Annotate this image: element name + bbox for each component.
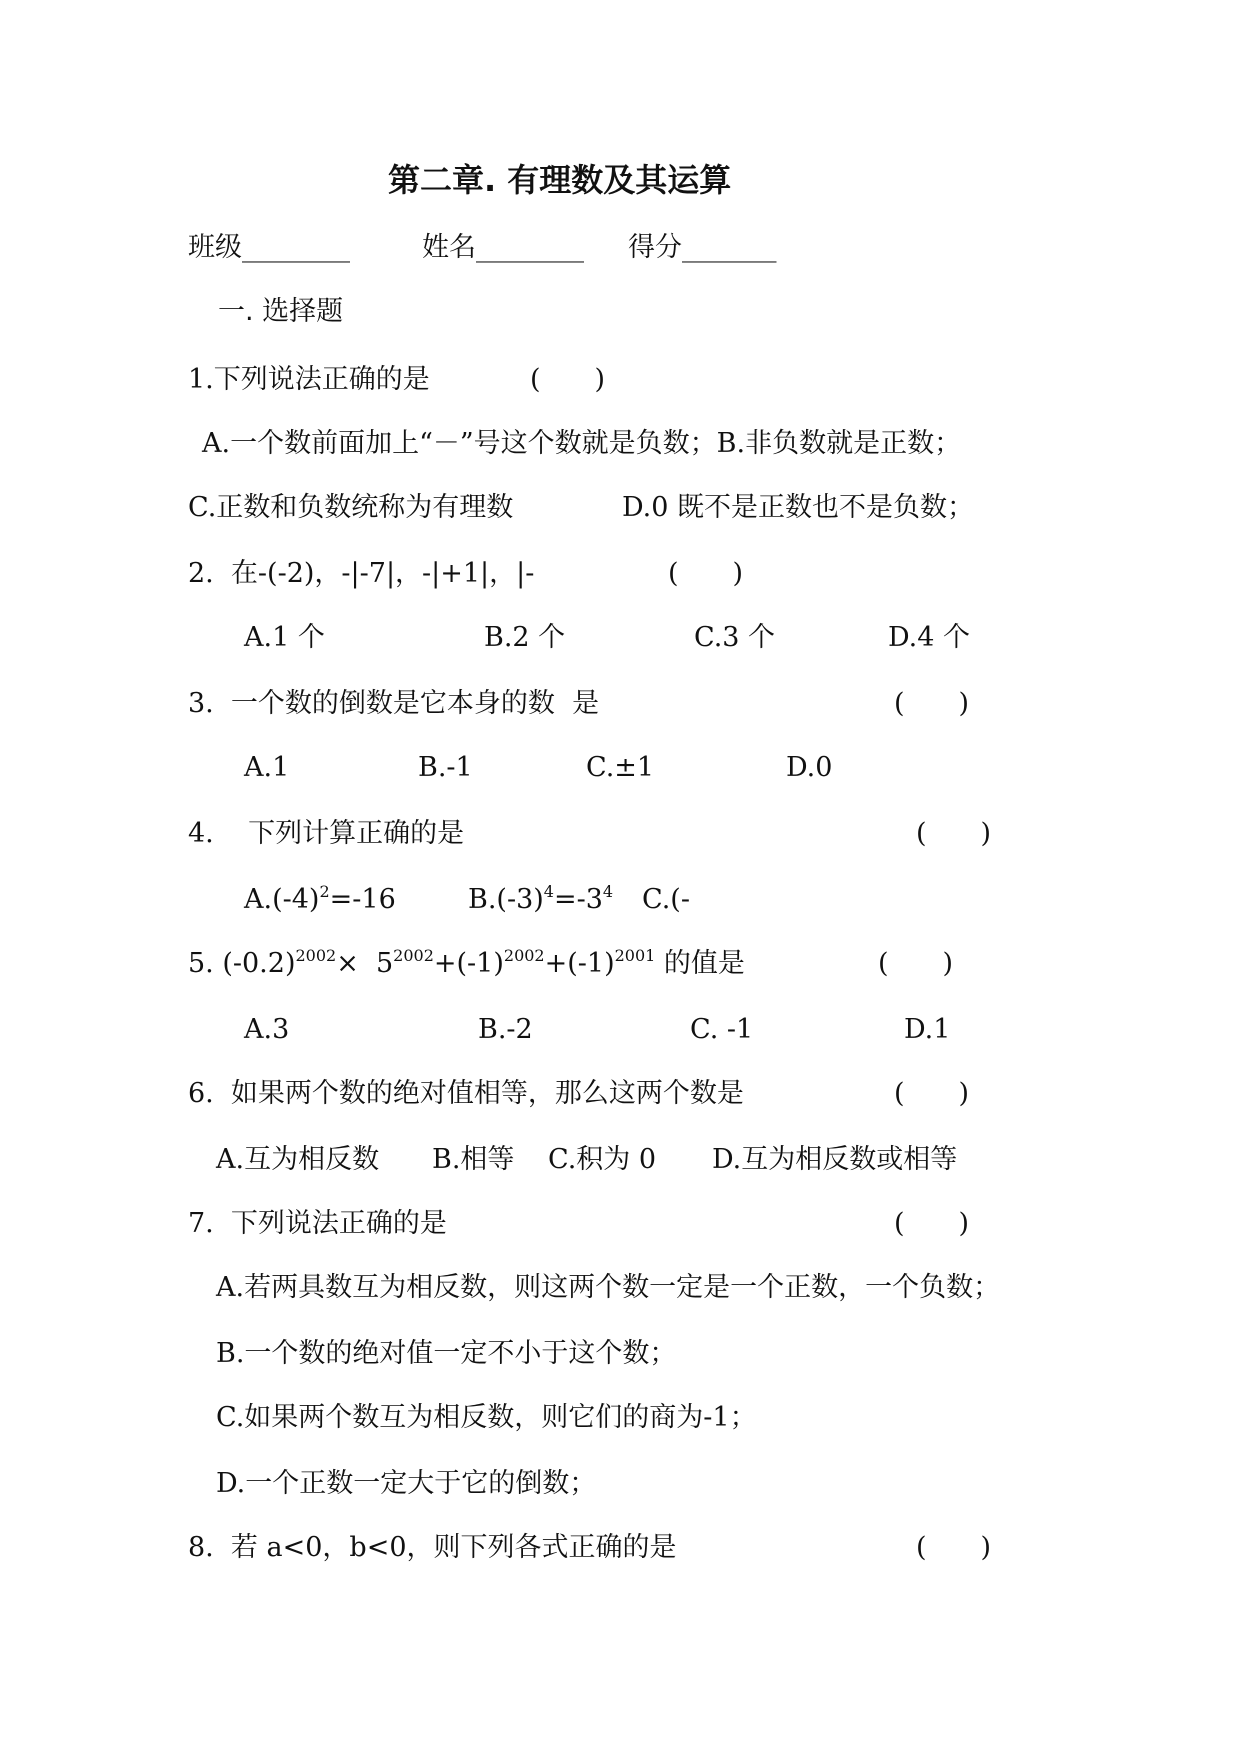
q1-option-c: C.正数和负数统称为有理数 [188,492,514,523]
q2-answer-paren: ( ) [668,558,744,589]
q2-option-c: C.3 个 [694,622,776,653]
q4-a-base: A.(-4) [244,884,320,915]
q5-exp-1: 2002 [295,946,337,965]
q5-part-3: +(-1) [433,948,504,979]
q8-answer-paren: ( ) [916,1532,992,1563]
q3-option-c: C.±1 [586,752,655,783]
q5-part-2: × 5 [336,948,394,979]
q2-option-b: B.2 个 [484,622,566,653]
q1-option-d: D.0 既不是正数也不是负数； [622,492,975,523]
q6-answer-paren: ( ) [894,1078,970,1109]
q1-answer-paren: ( ) [530,364,606,395]
q4-a-rest: =-16 [329,884,396,915]
q5-exp-3: 2002 [503,946,545,965]
score-field: 得分_______ [628,232,777,263]
q4-b-exponent-1: 4 [543,882,554,901]
q7-stem: 7. 下列说法正确的是 [188,1208,447,1239]
q2-option-a: A.1 个 [244,622,325,653]
q6-option-b: B.相等 [432,1144,515,1175]
q5-exp-4: 2001 [614,946,656,965]
q4-b-exponent-2: 4 [602,882,614,901]
q2-stem: 2. 在-(-2)，-|-7|，-|+1|，|- [188,558,535,589]
q6-stem: 6. 如果两个数的绝对值相等，那么这两个数是 [188,1078,744,1109]
q3-option-a: A.1 [244,752,290,783]
q3-option-b: B.-1 [418,752,473,783]
q7-option-b: B.一个数的绝对值一定不小于这个数； [216,1338,677,1369]
q4-answer-paren: ( ) [916,818,992,849]
q5-option-a: A.3 [244,1014,290,1045]
q4-option-b [468,882,614,915]
q4-a-exponent: 2 [319,882,330,901]
q3-stem: 3. 一个数的倒数是它本身的数 是 [188,688,600,719]
q5-part-1: 5. (-0.2) [188,948,296,979]
q5-part-5: 的值是 [655,948,745,979]
q4-stem: 4. 下列计算正确的是 [188,818,465,849]
name-field: 姓名________ [422,232,584,263]
q4-b-mid: =-3 [553,884,603,915]
q5-stem [188,946,745,979]
q5-answer-paren: ( ) [878,948,954,979]
q3-answer-paren: ( ) [894,688,970,719]
q5-option-b: B.-2 [478,1014,533,1045]
page-title: 第二章. 有理数及其运算 [388,161,732,199]
q5-option-c: C. -1 [690,1014,754,1045]
q1-stem: 1.下列说法正确的是 [188,364,430,395]
q6-option-a: A.互为相反数 [216,1144,380,1175]
q3-option-d: D.0 [786,752,833,783]
q7-option-c: C.如果两个数互为相反数，则它们的商为-1； [216,1402,757,1433]
q7-option-d: D.一个正数一定大于它的倒数； [216,1468,597,1499]
q4-option-c: C.(- [642,884,690,915]
q6-option-d: D.互为相反数或相等 [712,1144,958,1175]
q5-option-d: D.1 [904,1014,951,1045]
class-field: 班级________ [188,232,350,263]
q6-option-c: C.积为 0 [548,1144,657,1175]
section-title: 一. 选择题 [218,296,344,327]
q7-option-a: A.若两具数互为相反数，则这两个数一定是一个正数，一个负数； [216,1272,1001,1303]
q5-part-4: +(-1) [544,948,615,979]
q4-option-a [244,882,396,915]
q5-exp-2: 2002 [393,946,434,965]
q1-options-ab: A.一个数前面加上“－”号这个数就是负数；B.非负数就是正数； [202,428,962,459]
q2-option-d: D.4 个 [888,622,971,653]
q4-b-base: B.(-3) [468,884,544,915]
q8-stem: 8. 若 a<0，b<0，则下列各式正确的是 [188,1532,677,1563]
q7-answer-paren: ( ) [894,1208,970,1239]
